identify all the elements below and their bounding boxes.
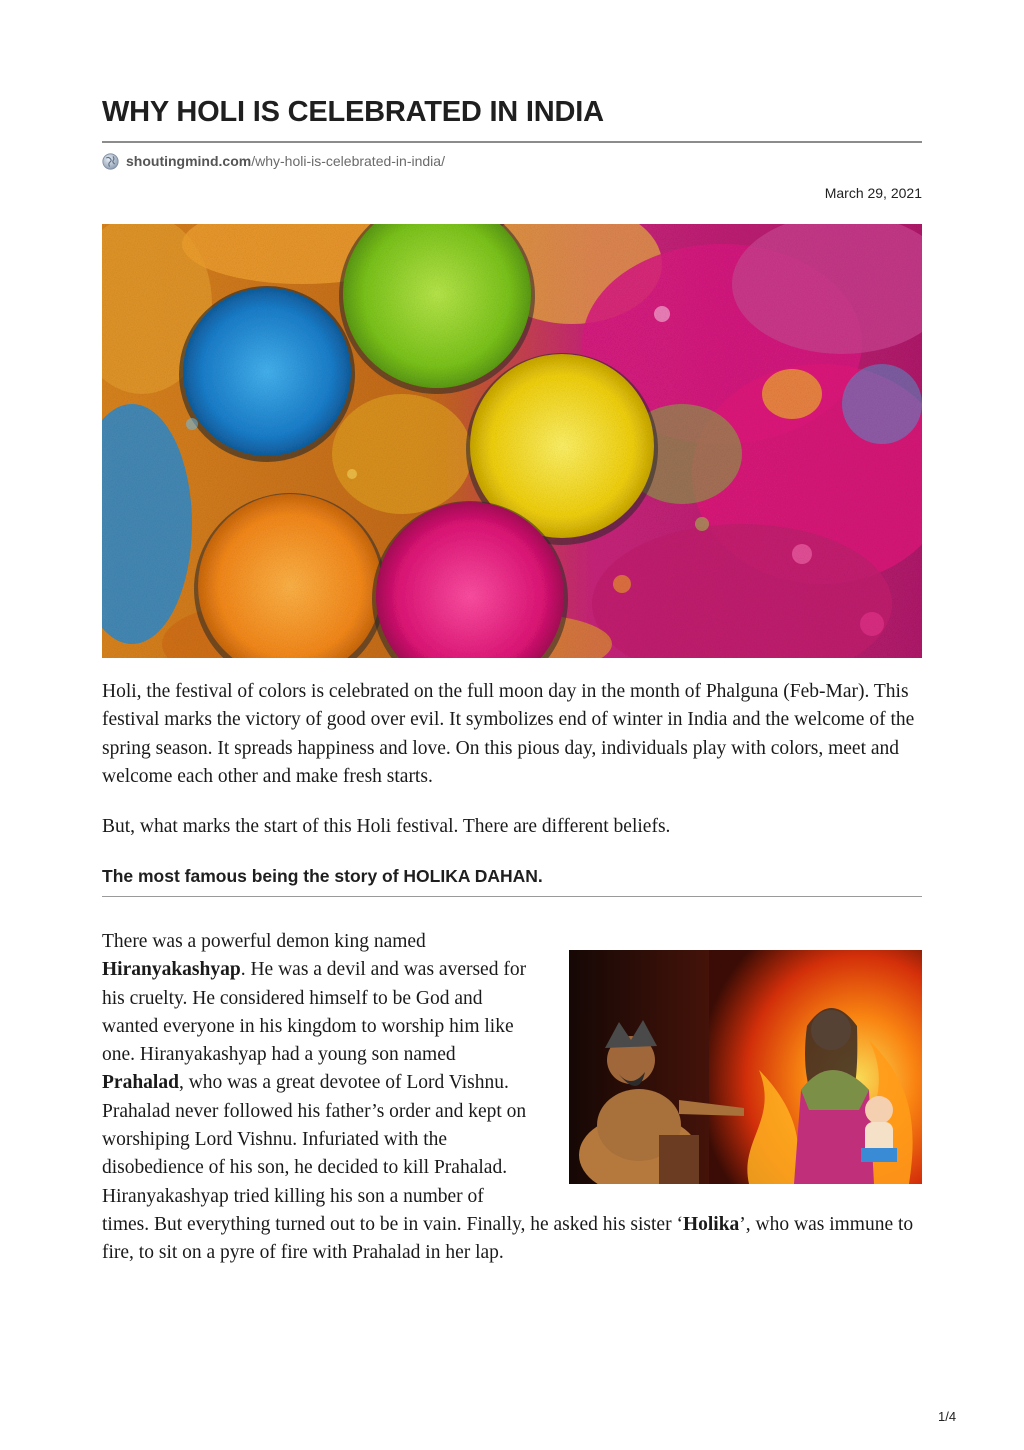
holika-fire-artwork bbox=[569, 950, 922, 1184]
name-hiranyakashyap: Hiranyakashyap bbox=[102, 959, 241, 981]
story-text-3: , who was a great devotee of Lord Vishnu. Prahalad never followed his father’s order and kept on worshiping Lord Vishnu. Infuriated with the disobedience of his son, he decided to kill Prahalad. Hiranyakashyap tried killing his son a number of times. But everything turned out to be in vain. Finally, he asked his sister ‘ bbox=[102, 1072, 683, 1235]
url-domain: shoutingmind.com bbox=[126, 153, 252, 169]
section-subheading: The most famous being the story of HOLIKA DAHAN. bbox=[102, 866, 543, 886]
publish-date: March 29, 2021 bbox=[824, 185, 922, 201]
name-prahalad: Prahalad bbox=[102, 1072, 179, 1094]
colored-powder-bowls-illustration bbox=[102, 224, 922, 658]
intro-paragraph: Holi, the festival of colors is celebrated on the full moon day in the month of Phalguna (Feb-Mar). This festival marks the victory of good over evil. It symbolizes end of winter in India and the welcome of the spring season. It spreads happiness and love. On this pious day, individuals play with colors, meet and welcome each other and make fresh starts. bbox=[102, 681, 915, 787]
story-text-2: . He was a devil and was aversed for his cruelty. He considered himself to be God and wanted everyone in his kingdom to worship him like one. Hiranyakashyap had a young son named bbox=[102, 959, 527, 1066]
globe-icon bbox=[102, 153, 119, 170]
holi-colors-hero-image bbox=[102, 224, 922, 658]
page-number: 1/4 bbox=[938, 1409, 957, 1424]
story-text-4: ’, who was immune to fire, to sit on a pyre of fire with Prahalad in her lap. bbox=[102, 1213, 914, 1264]
holika-dahan-illustration bbox=[569, 950, 922, 1184]
beliefs-paragraph: But, what marks the start of this Holi festival. There are different beliefs. bbox=[102, 816, 671, 837]
page-title: WHY HOLI IS CELEBRATED IN INDIA bbox=[102, 96, 604, 128]
name-holika: Holika bbox=[682, 1213, 740, 1235]
subheading-divider bbox=[102, 896, 922, 897]
url-path: /why-holi-is-celebrated-in-india/ bbox=[251, 153, 445, 169]
holika-story-paragraph bbox=[102, 928, 922, 1268]
title-divider bbox=[102, 141, 922, 143]
story-text-1: There was a powerful demon king named bbox=[102, 931, 426, 952]
source-url[interactable] bbox=[102, 152, 445, 170]
